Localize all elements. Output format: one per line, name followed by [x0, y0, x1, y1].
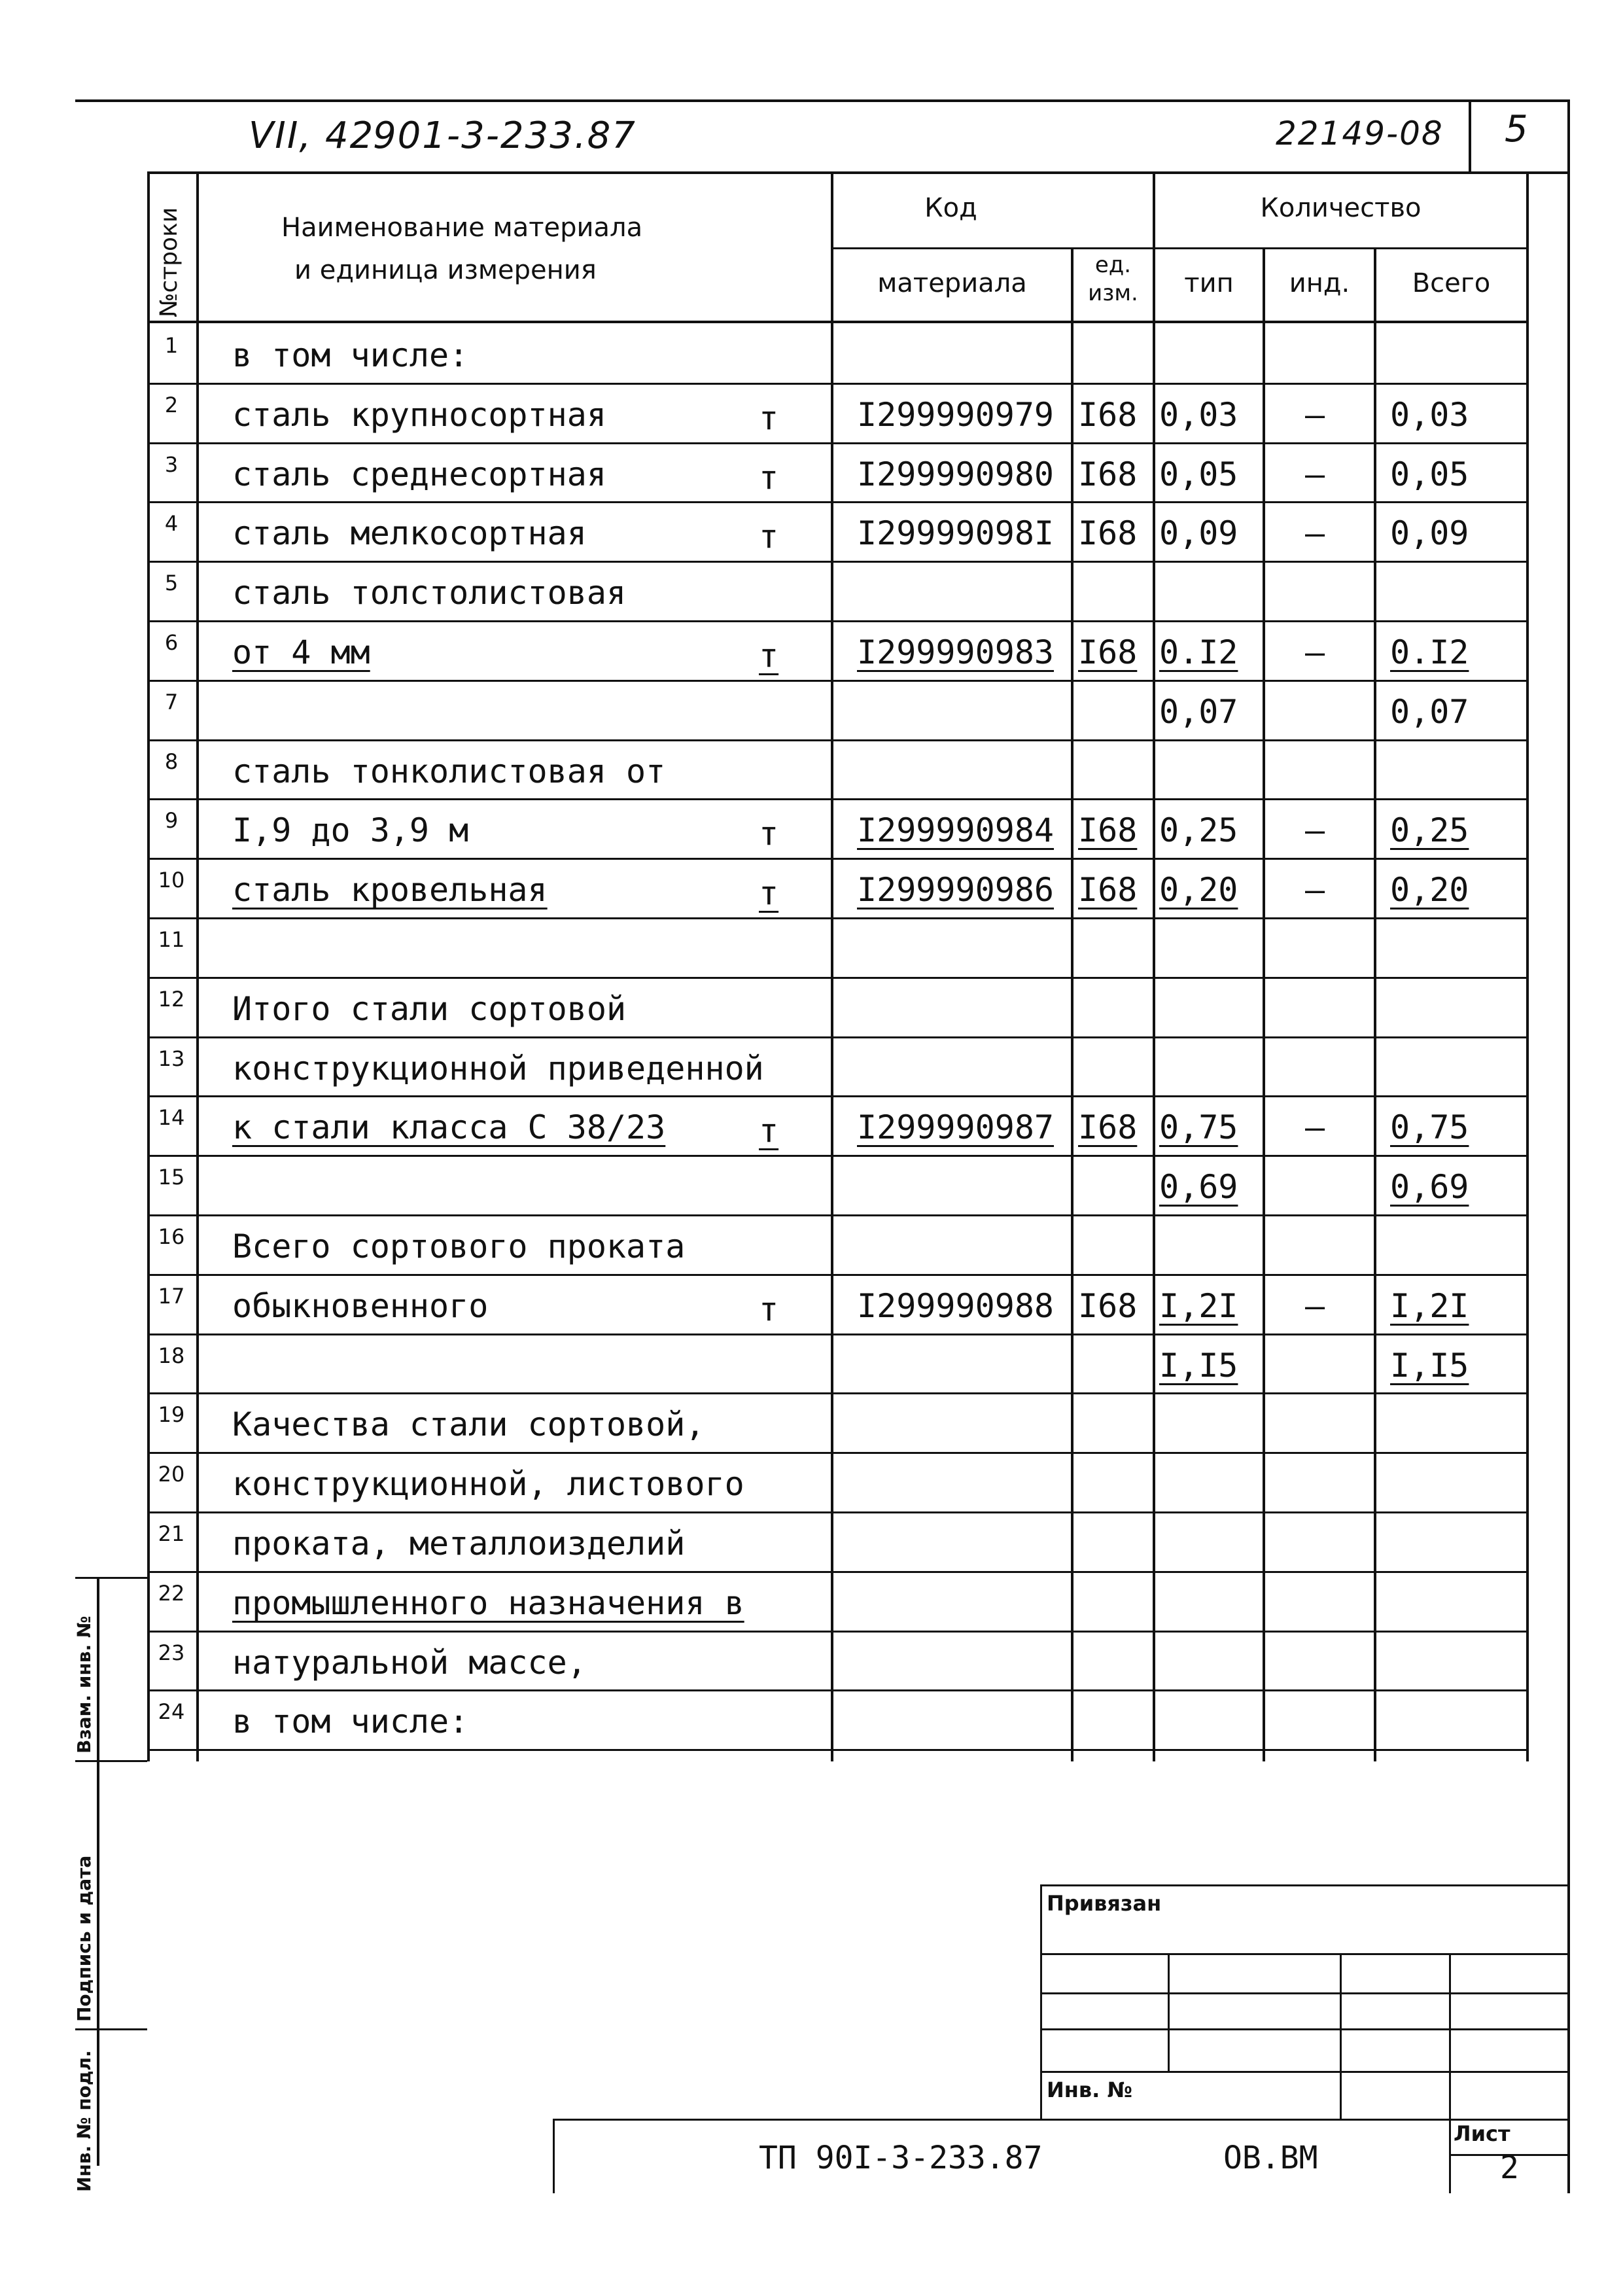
material-name: сталь крупносортная	[232, 396, 606, 434]
header-row-number: №строки	[156, 207, 183, 317]
row-separator	[147, 858, 1529, 860]
row-number: 8	[164, 749, 179, 774]
qty-type: 0,25	[1159, 811, 1238, 849]
material-name: промышленного назначения в	[232, 1584, 744, 1622]
unit: т	[759, 399, 779, 437]
stamp-line-a	[1040, 1953, 1570, 1955]
row-number: 17	[158, 1284, 185, 1309]
qty-type: 0.I2	[1159, 633, 1238, 671]
material-code: I299990986	[857, 871, 1055, 909]
material-name: в том числе:	[232, 336, 469, 374]
qty-ind: –	[1305, 871, 1325, 909]
unit-code: I68	[1078, 396, 1138, 434]
qty-total: 0,75	[1390, 1108, 1469, 1146]
header-unit-2: изм.	[1088, 280, 1138, 306]
stamp-line-b	[1040, 1992, 1570, 1994]
unit-code: I68	[1078, 811, 1138, 849]
unit: т	[759, 518, 779, 556]
row-separator	[147, 1036, 1529, 1038]
material-code: I299990979	[857, 396, 1055, 434]
material-code: I299990987	[857, 1108, 1055, 1146]
material-name: проката, металлоизделий	[232, 1525, 686, 1563]
material-name: сталь тонколистовая от	[232, 752, 666, 790]
margin-label-vzam: Взам. инв. №	[73, 1616, 95, 1754]
material-name: конструкционной приведенной	[232, 1050, 764, 1087]
qty-ind: –	[1305, 1108, 1325, 1146]
row-number: 1	[164, 333, 179, 358]
qty-total: 0,05	[1390, 455, 1469, 493]
unit-code: I68	[1078, 455, 1138, 493]
material-code: I299990983	[857, 633, 1055, 671]
row-number: 10	[158, 868, 185, 892]
row-separator	[147, 442, 1529, 444]
unit-code: I68	[1078, 514, 1138, 552]
row-separator	[147, 1095, 1529, 1097]
header-qty-type: тип	[1184, 268, 1234, 298]
header-qty-total: Всего	[1412, 268, 1491, 298]
header-quantity: Количество	[1260, 193, 1422, 223]
qty-type: 0,09	[1159, 514, 1238, 552]
header-name-line2: и единица измерения	[294, 255, 597, 285]
handwritten-doc-code: 901-3-233.87	[373, 115, 637, 157]
margin-mid-tick	[75, 1760, 147, 1762]
col-line-ind	[1263, 247, 1265, 1761]
unit: т	[759, 815, 779, 853]
row-number: 5	[164, 571, 179, 595]
qty-type: 0,69	[1159, 1168, 1238, 1206]
stamp-line-c	[1040, 2028, 1570, 2030]
qty-type: 0,75	[1159, 1108, 1238, 1146]
unit-code: I68	[1078, 871, 1138, 909]
margin-line-1	[97, 1577, 99, 2166]
row-separator	[147, 561, 1529, 563]
stamp-line-d	[1040, 2071, 1570, 2073]
qty-total: 0,03	[1390, 396, 1469, 434]
material-name: конструкционной, листового	[232, 1465, 744, 1503]
row-separator	[147, 1631, 1529, 1633]
stamp-vert-2	[1340, 1953, 1342, 2120]
row-separator	[147, 1274, 1529, 1276]
table-left-line	[147, 171, 150, 1761]
header-name-line1: Наименование материала	[281, 213, 643, 243]
row-separator	[147, 1571, 1529, 1573]
row-number: 11	[158, 927, 185, 952]
row-separator	[147, 1689, 1529, 1691]
header-code-material: материала	[877, 268, 1027, 298]
qty-type: I,2I	[1159, 1287, 1238, 1325]
qty-total: I,I5	[1390, 1347, 1469, 1385]
material-name: сталь среднесортная	[232, 455, 606, 493]
top-right-number: 22149-08	[1276, 115, 1444, 152]
stamp-privyazan: Привязан	[1047, 1891, 1162, 1916]
qty-ind: –	[1305, 396, 1325, 434]
stamp-top-line	[1040, 1884, 1570, 1886]
material-code: I29999098I	[857, 514, 1055, 552]
stamp-list-label: Лист	[1454, 2121, 1510, 2146]
material-name: натуральной массе,	[232, 1644, 587, 1682]
stamp-doc-mark: ОВ.ВМ	[1223, 2140, 1318, 2176]
row-separator	[147, 798, 1529, 800]
row-number: 7	[164, 690, 179, 715]
unit: т	[759, 459, 779, 497]
col-line-right	[1526, 171, 1529, 1761]
qty-total: 0,25	[1390, 811, 1469, 849]
row-separator	[147, 1452, 1529, 1454]
material-name: I,9 до 3,9 м	[232, 811, 469, 849]
row-separator	[147, 1749, 1529, 1751]
qty-type: 0,20	[1159, 871, 1238, 909]
unit: т	[759, 1112, 779, 1150]
row-separator	[147, 1155, 1529, 1157]
material-name: Качества стали сортовой,	[232, 1405, 705, 1443]
table-top-line	[147, 171, 1570, 174]
stamp-vert-1	[1168, 1953, 1170, 2071]
material-name: Итого стали сортовой	[232, 990, 627, 1028]
unit-code: I68	[1078, 633, 1138, 671]
unit-code: I68	[1078, 1108, 1138, 1146]
qty-type: 0,07	[1159, 693, 1238, 731]
qty-total: 0,69	[1390, 1168, 1469, 1206]
right-border	[1567, 99, 1570, 2193]
row-number: 23	[158, 1640, 185, 1665]
material-name: сталь мелкосортная	[232, 514, 587, 552]
qty-ind: –	[1305, 633, 1325, 671]
row-separator	[147, 383, 1529, 385]
row-separator	[147, 1392, 1529, 1394]
margin-low-tick	[75, 2028, 147, 2030]
row-number: 24	[158, 1699, 185, 1724]
unit: т	[759, 637, 779, 675]
qty-ind: –	[1305, 811, 1325, 849]
qty-ind: –	[1305, 1287, 1325, 1325]
row-separator	[147, 977, 1529, 979]
row-separator	[147, 501, 1529, 503]
row-number: 15	[158, 1165, 185, 1190]
qty-type: 0,05	[1159, 455, 1238, 493]
row-separator	[147, 1511, 1529, 1513]
qty-total: I,2I	[1390, 1287, 1469, 1325]
stamp-main-left	[553, 2119, 555, 2193]
material-name: в том числе:	[232, 1703, 469, 1740]
material-code: I299990988	[857, 1287, 1055, 1325]
row-number: 19	[158, 1402, 185, 1427]
material-name: к стали класса С 38/23	[232, 1108, 666, 1146]
margin-top-tick	[75, 1577, 147, 1579]
row-separator	[147, 1333, 1529, 1335]
top-left-note: VII, 42	[249, 115, 375, 157]
row-separator	[147, 680, 1529, 682]
row-separator	[147, 917, 1529, 919]
qty-total: 0,07	[1390, 693, 1469, 731]
qty-type: I,I5	[1159, 1347, 1238, 1385]
col-line-unit	[1071, 247, 1073, 1761]
row-number: 4	[164, 511, 179, 536]
material-name: обыкновенного	[232, 1287, 489, 1325]
material-code: I299990980	[857, 455, 1055, 493]
material-name: сталь кровельная	[232, 871, 548, 909]
qty-total: 0,09	[1390, 514, 1469, 552]
col-line-code	[831, 171, 833, 1761]
row-number: 2	[164, 393, 179, 417]
margin-label-inv-podl: Инв. № подл.	[73, 2050, 95, 2192]
stamp-left-line	[1040, 1884, 1042, 2120]
page-box-left	[1469, 99, 1471, 171]
row-number: 22	[158, 1581, 185, 1606]
header-unit-1: ед.	[1094, 252, 1132, 278]
material-name: от 4 мм	[232, 633, 370, 671]
material-code: I299990984	[857, 811, 1055, 849]
qty-total: 0.I2	[1390, 633, 1469, 671]
stamp-doc-code: ТП 90I-3-233.87	[759, 2140, 1043, 2176]
material-name: сталь толстолистовая	[232, 574, 627, 612]
row-number: 20	[158, 1462, 185, 1487]
col-line-total	[1374, 247, 1376, 1761]
header-bottom-line	[147, 321, 1529, 323]
col-line-qty	[1153, 171, 1155, 1761]
stamp-main-top	[553, 2119, 1570, 2121]
unit: т	[759, 874, 779, 912]
material-name: Всего сортового проката	[232, 1227, 686, 1265]
row-separator	[147, 1214, 1529, 1216]
row-number: 9	[164, 808, 179, 833]
header-code: Код	[924, 193, 977, 223]
top-right-page-number: 5	[1505, 108, 1529, 150]
row-number: 18	[158, 1343, 185, 1368]
row-number: 3	[164, 452, 179, 477]
unit-code: I68	[1078, 1287, 1138, 1325]
top-border	[75, 99, 1570, 102]
row-number: 12	[158, 987, 185, 1012]
row-separator	[147, 739, 1529, 741]
row-number: 16	[158, 1224, 185, 1249]
col-line-rownum	[196, 171, 199, 1761]
header-qty-ind: инд.	[1289, 268, 1350, 298]
row-number: 21	[158, 1521, 185, 1546]
row-number: 14	[158, 1105, 185, 1130]
margin-label-podpis: Подпись и дата	[73, 1855, 95, 2022]
qty-ind: –	[1305, 514, 1325, 552]
qty-type: 0,03	[1159, 396, 1238, 434]
row-separator	[147, 620, 1529, 622]
stamp-inv-no: Инв. №	[1047, 2077, 1132, 2102]
row-number: 13	[158, 1046, 185, 1071]
header-sub-line	[831, 247, 1529, 249]
unit: т	[759, 1290, 779, 1328]
row-number: 6	[164, 630, 179, 655]
stamp-sheet-number: 2	[1500, 2149, 1519, 2186]
qty-total: 0,20	[1390, 871, 1469, 909]
qty-ind: –	[1305, 455, 1325, 493]
